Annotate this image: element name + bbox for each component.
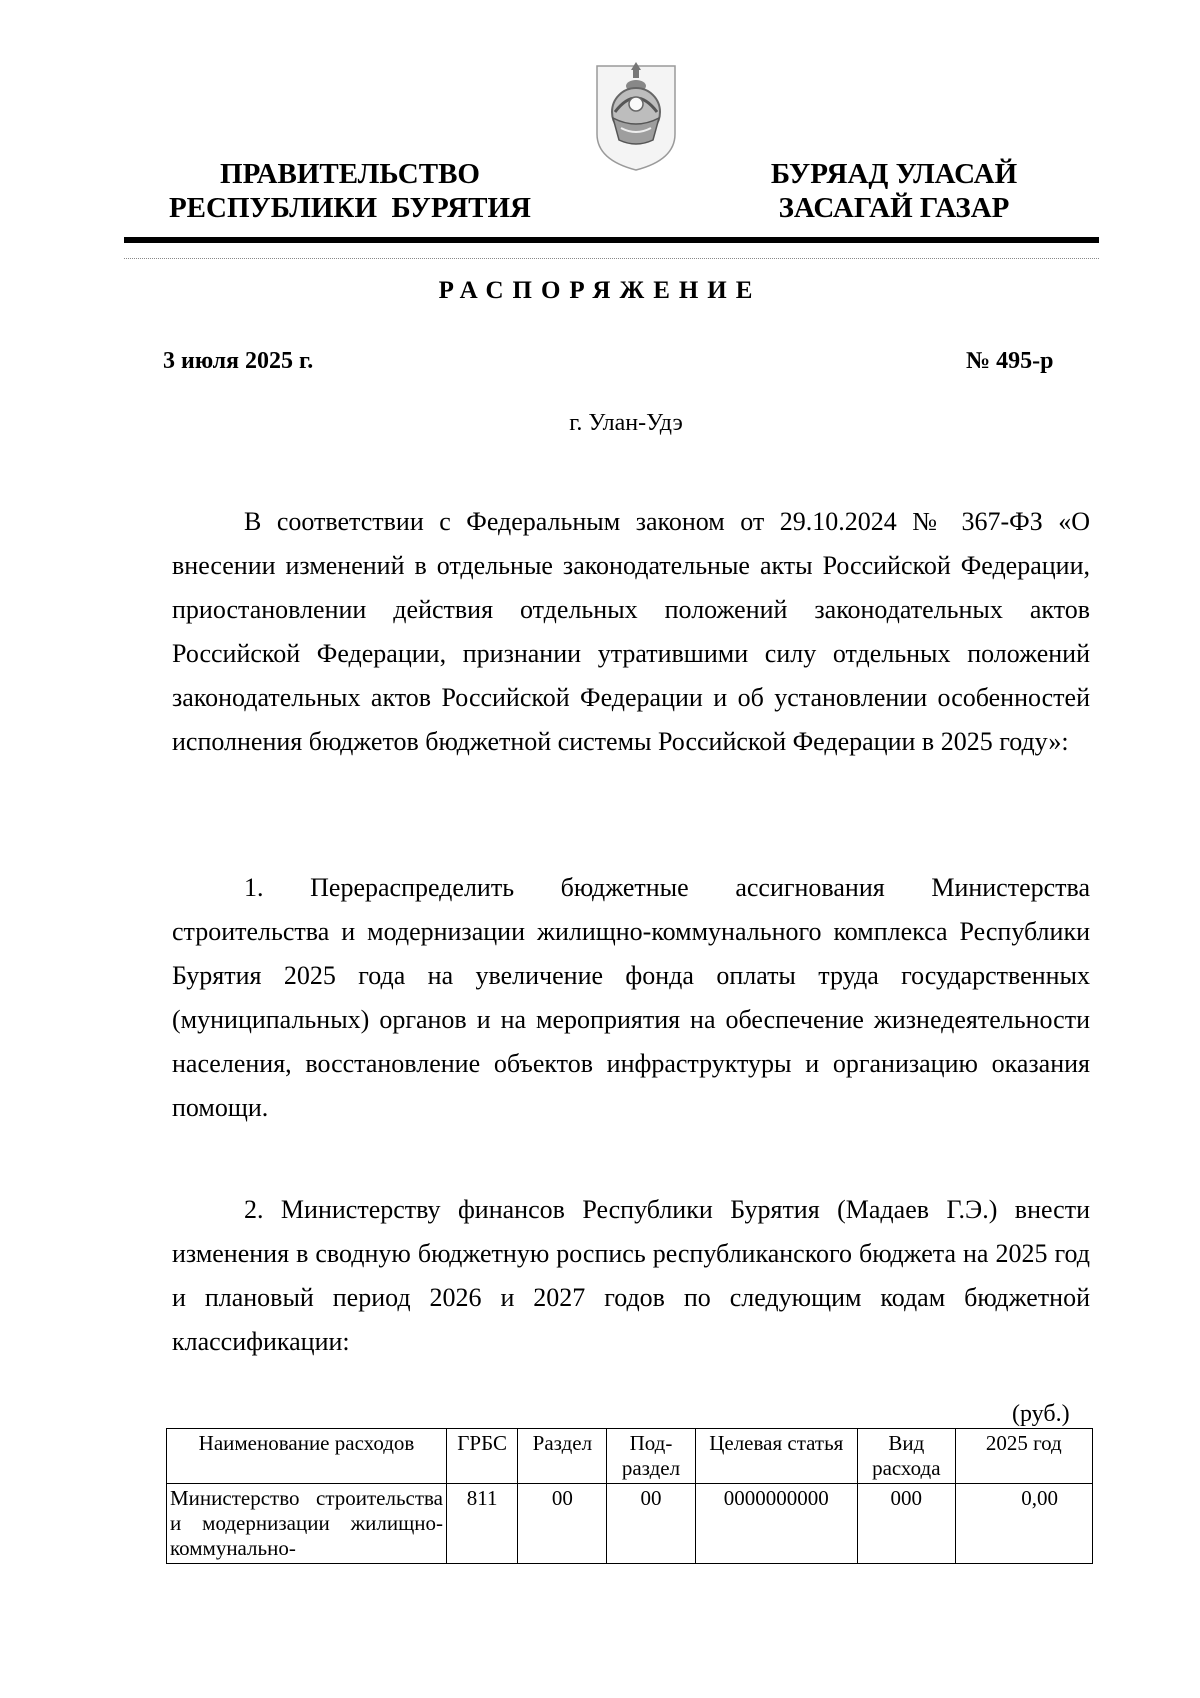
table-header-row	[167, 1429, 1093, 1484]
cell-kind: 000	[858, 1484, 956, 1564]
org-name-russian	[160, 157, 540, 225]
cell-section: 00	[518, 1484, 607, 1564]
org-name-buryat	[724, 157, 1064, 225]
cell-target: 0000000000	[695, 1484, 858, 1564]
col-header-grbs: ГРБС	[447, 1429, 518, 1484]
document-city: г. Улан-Удэ	[569, 410, 683, 436]
basis-paragraph: В соответствии с Федеральным законом от 29.10.2024 № 367-ФЗ «О внесении изменений в отдельные законодательные акты Российской Федерации, приостановлении действия отдельных положений законодательных актов Российской Федерации, признании утратившими силу отдельных положений законодательных актов Российской Федерации и об установлении особенностей исполнения бюджетов бюджетной системы Российской Федерации в 2025 году»:	[172, 507, 1090, 756]
coat-of-arms-icon	[591, 56, 681, 174]
header-divider-thin	[124, 258, 1099, 259]
col-header-name: Наименование расходов	[167, 1429, 447, 1484]
col-header-subsection: Под-раздел	[607, 1429, 695, 1484]
org-name-buryat-line1: БУРЯАД УЛАСАЙ	[770, 158, 1018, 190]
col-header-section: Раздел	[518, 1429, 607, 1484]
document-date: 3 июля 2025 г.	[163, 348, 314, 374]
item-2-paragraph: 2. Министерству финансов Республики Бурятия (Мадаев Г.Э.) внести изменения в сводную бюджетную роспись республиканского бюджета на 2025 год и плановый период 2026 и 2027 годов по следующим кодам бюджетной классификации:	[172, 1195, 1090, 1356]
org-name-buryat-line2: ЗАСАГАЙ ГАЗАР	[778, 192, 1010, 224]
cell-name: Министерство строительства и модернизации жилищно-коммунально-	[167, 1484, 447, 1564]
col-header-kind: Вид расхода	[858, 1429, 956, 1484]
document-number: № 495-р	[966, 348, 1054, 374]
header-divider-thick	[124, 237, 1099, 243]
table-row	[167, 1484, 1093, 1564]
table-unit-label: (руб.)	[1012, 1401, 1070, 1427]
cell-grbs: 811	[447, 1484, 518, 1564]
org-name-russian-line1: ПРАВИТЕЛЬСТВО	[220, 158, 480, 190]
org-name-russian-line2: РЕСПУБЛИКИ БУРЯТИЯ	[168, 192, 532, 224]
budget-table	[166, 1428, 1093, 1564]
col-header-target: Целевая статья	[695, 1429, 858, 1484]
cell-amount: 0,00	[955, 1484, 1092, 1564]
cell-subsection: 00	[607, 1484, 695, 1564]
item-1-paragraph: 1. Перераспределить бюджетные ассигнования Министерства строительства и модернизации жилищно-коммунального комплекса Республики Бурятия 2025 года на увеличение фонда оплаты труда государственных (муниципальных) органов и на мероприятия на обеспечение жизнедеятельности населения, восстановление объектов инфраструктуры и организацию оказания помощи.	[172, 873, 1090, 1122]
col-header-year: 2025 год	[955, 1429, 1092, 1484]
document-type-title: РАСПОРЯЖЕНИЕ	[438, 277, 762, 304]
